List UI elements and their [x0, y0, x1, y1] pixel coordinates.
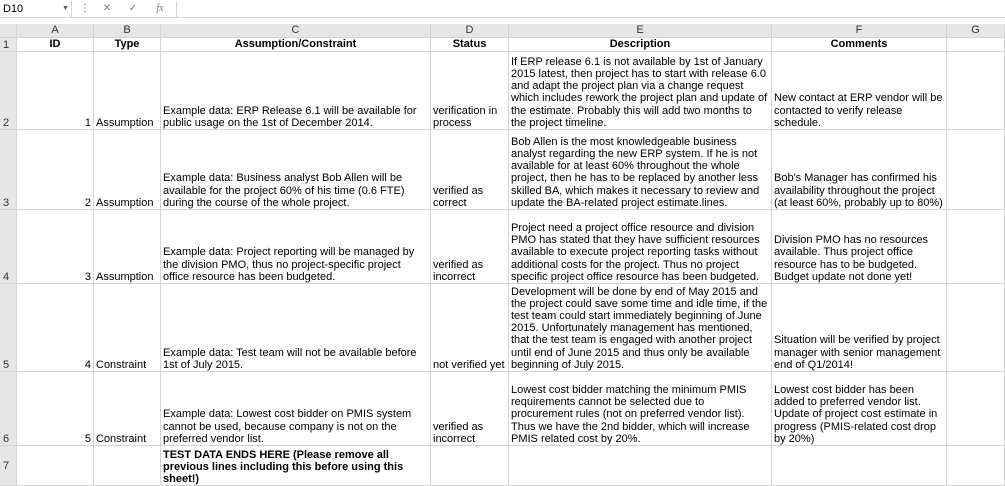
function-icon[interactable]: fx — [156, 3, 164, 14]
id-cell[interactable] — [17, 210, 94, 284]
type-cell[interactable] — [94, 372, 161, 446]
id-value: 5 — [84, 432, 91, 445]
status-value: verified as incorrect — [433, 258, 487, 283]
empty-cell[interactable] — [947, 210, 1005, 284]
column-header-f[interactable]: F — [772, 24, 947, 38]
empty-cell[interactable] — [431, 446, 509, 486]
id-cell[interactable] — [17, 52, 94, 130]
type-cell[interactable] — [94, 130, 161, 210]
description-value: Bob Allen is the most knowledgeable business analyst regarding the new ERP system. If he is not available for at least 60% throughout the whole project, then he has to be replaced by another less skilled BA, which makes it necessary to review and update the BA-related project estimate.lines. — [511, 135, 763, 209]
row-header-7[interactable]: 7 — [0, 446, 17, 486]
status-cell[interactable] — [431, 52, 509, 130]
type-value: Constraint — [96, 358, 147, 371]
select-all-corner[interactable] — [0, 24, 17, 38]
type-cell[interactable] — [94, 284, 161, 372]
more-options-icon[interactable]: ⋮ — [80, 3, 90, 14]
status-cell[interactable] — [431, 372, 509, 446]
test-data-note-cell[interactable] — [161, 446, 431, 486]
empty-cell[interactable] — [772, 446, 947, 486]
description-value: If ERP release 6.1 is not available by 1st of January 2015 latest, then project has to start with release 6.0 and adapt the project plan via a change request which includes rework the project plan and update of the estimate. Probably this will add two months to the project timeline. — [511, 55, 771, 129]
status-cell[interactable] — [431, 130, 509, 210]
assumption-value: Example data: Test team will not be available before 1st of July 2015. — [163, 346, 420, 371]
empty-cell[interactable] — [947, 52, 1005, 130]
row-header-3[interactable]: 3 — [0, 130, 17, 210]
header-cell-comments[interactable]: Comments — [772, 38, 947, 52]
empty-cell[interactable] — [947, 284, 1005, 372]
type-value: Assumption — [96, 270, 154, 283]
empty-cell[interactable] — [509, 446, 772, 486]
assumption-value: Example data: Business analyst Bob Allen will be available for the project 60% of his time (0.6 FTE) during the course of the whole project. — [163, 172, 408, 209]
empty-cell[interactable] — [94, 446, 161, 486]
description-value: Project need a project office resource and division PMO has stated that they have sufficient resources available to execute project reporting tasks without additional costs for the project. Thus no project specific project office resource has been budgeted. — [511, 221, 763, 283]
assumption-cell[interactable] — [161, 372, 431, 446]
comments-cell[interactable] — [772, 372, 947, 446]
row-header-5[interactable]: 5 — [0, 284, 17, 372]
comments-cell[interactable] — [772, 52, 947, 130]
header-cell-description[interactable]: Description — [509, 38, 772, 52]
id-value: 3 — [84, 270, 91, 283]
type-cell[interactable] — [94, 210, 161, 284]
comments-value: New contact at ERP vendor will be contacted to verify release schedule. — [774, 92, 946, 129]
check-icon[interactable]: ✓ — [128, 3, 138, 14]
formula-bar — [0, 0, 1005, 18]
id-cell[interactable] — [17, 284, 94, 372]
type-value: Constraint — [96, 432, 147, 445]
name-box[interactable]: D10 — [0, 1, 72, 17]
assumption-cell[interactable] — [161, 210, 431, 284]
status-value: verification in process — [433, 104, 501, 129]
row-header-2[interactable]: 2 — [0, 52, 17, 130]
comments-cell[interactable] — [772, 284, 947, 372]
empty-cell[interactable] — [947, 372, 1005, 446]
id-cell[interactable] — [17, 372, 94, 446]
column-header-d[interactable]: D — [431, 24, 509, 38]
column-header-b[interactable]: B — [94, 24, 161, 38]
header-cell-assumption[interactable]: Assumption/Constraint — [161, 38, 431, 52]
header-cell-type[interactable]: Type — [94, 38, 161, 52]
type-value: Assumption — [96, 196, 154, 209]
id-value: 1 — [84, 116, 91, 129]
row-header-6[interactable]: 6 — [0, 372, 17, 446]
formula-input[interactable] — [176, 1, 1005, 17]
header-cell-status[interactable]: Status — [431, 38, 509, 52]
id-value: 2 — [84, 196, 91, 209]
assumption-cell[interactable] — [161, 130, 431, 210]
column-header-a[interactable]: A — [17, 24, 94, 38]
status-value: verified as correct — [433, 184, 487, 209]
description-cell[interactable] — [509, 210, 772, 284]
row-header-4[interactable]: 4 — [0, 210, 17, 284]
empty-cell[interactable] — [947, 38, 1005, 52]
status-value: not verified yet — [433, 358, 505, 371]
description-value: Development will be done by end of May 2015 and the project could save some time and idle time, if the test team could start immediately beginning of June 2015. Unfortunately management has mentioned, that the test team is engaged with another project until end of June 2015 and thus only be available beginning of July 2015. — [511, 285, 771, 371]
status-cell[interactable] — [431, 284, 509, 372]
assumption-value: Example data: ERP Release 6.1 will be available for public usage on the 1st of December 2014. — [163, 104, 420, 129]
assumption-cell[interactable] — [161, 284, 431, 372]
cancel-icon[interactable]: ✕ — [102, 3, 112, 14]
name-box-dropdown-icon[interactable]: ▼ — [62, 5, 69, 12]
comments-value: Division PMO has no resources available. Thus project office resource has to be budgeted. Budget update not done yet! — [774, 234, 932, 283]
assumption-value: Example data: Lowest cost bidder on PMIS system cannot be used, because company is not on the preferred vendor list. — [163, 408, 415, 445]
status-value: verified as incorrect — [433, 420, 487, 445]
empty-cell[interactable] — [947, 130, 1005, 210]
header-cell-id[interactable]: ID — [17, 38, 94, 52]
description-cell[interactable] — [509, 372, 772, 446]
description-cell[interactable] — [509, 130, 772, 210]
id-value: 4 — [84, 358, 91, 371]
comments-value: Lowest cost bidder has been added to preferred vendor list. Update of project cost estimate in progress (PMIS-related cost drop by 20%) — [774, 383, 941, 445]
description-cell[interactable] — [509, 52, 772, 130]
comments-value: Situation will be verified by project manager with senior management end of Q1/2014! — [774, 334, 944, 371]
id-cell[interactable] — [17, 130, 94, 210]
column-header-c[interactable]: C — [161, 24, 431, 38]
assumption-value: Example data: Project reporting will be managed by the division PMO, thus no project-specific project office resource has been budgeted. — [163, 246, 418, 283]
comments-value: Bob's Manager has confirmed his availability throughout the project (at least 60%, probably up to 80%) — [774, 172, 943, 209]
column-header-g[interactable]: G — [947, 24, 1005, 38]
description-cell[interactable] — [509, 284, 772, 372]
description-value: Lowest cost bidder matching the minimum PMIS requirements cannot be selected due to procurement rules (not on preferred vendor list). Thus we have the 2nd bidder, which will increase PMIS related cost by 20%. — [511, 383, 753, 445]
assumption-cell[interactable] — [161, 52, 431, 130]
type-cell[interactable] — [94, 52, 161, 130]
test-data-note: TEST DATA ENDS HERE (Please remove all previous lines including this before using this sheet!) — [163, 449, 407, 486]
comments-cell[interactable] — [772, 130, 947, 210]
row-header-1[interactable]: 1 — [0, 38, 17, 52]
empty-cell[interactable] — [947, 446, 1005, 486]
type-value: Assumption — [96, 116, 154, 129]
comments-cell[interactable] — [772, 210, 947, 284]
status-cell[interactable] — [431, 210, 509, 284]
column-header-e[interactable]: E — [509, 24, 772, 38]
empty-cell[interactable] — [17, 446, 94, 486]
